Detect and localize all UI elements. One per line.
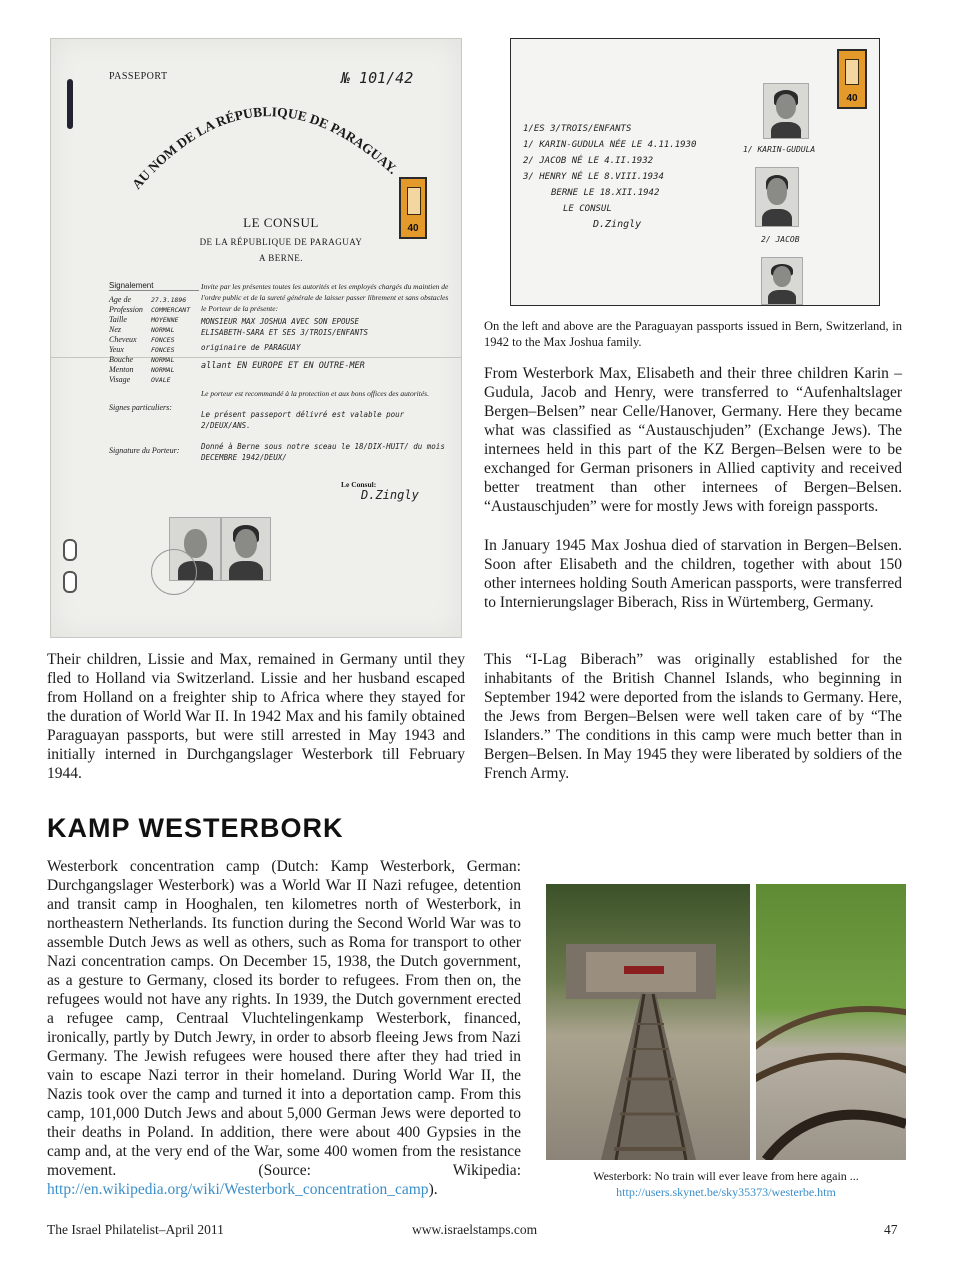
signalement-field: Age de xyxy=(109,295,131,304)
children-line: BERNE LE 18.XII.1942 xyxy=(551,188,660,198)
children-line: LE CONSUL xyxy=(563,204,612,214)
signalement-value: NORMAL xyxy=(151,356,175,364)
fiscal-stamp xyxy=(399,177,427,239)
signalement-value: COMMERCANT xyxy=(151,306,191,314)
passport-number: № 101/42 xyxy=(341,69,414,87)
signalement-table xyxy=(109,281,199,455)
passport-left-image xyxy=(50,38,462,638)
passport-intro: Invite par les présentes toutes les autorités et les employés chargés du maintien de l'ordre public et de la sureté générale de laisser passer librement et sans obstacles le Porteur de la présente: xyxy=(201,282,449,313)
signalement-value: FONCES xyxy=(151,346,175,354)
photo-caption-jacob: 2/ JACOB xyxy=(761,235,800,244)
photo-elisabeth xyxy=(221,517,271,581)
validity-line: Le présent passeport délivré est valable pour 2/DEUX/ANS. xyxy=(201,410,405,430)
consul-republic: DE LA RÉPUBLIQUE DE PARAGUAY xyxy=(199,237,363,247)
consul-title: LE CONSUL xyxy=(243,215,319,230)
photo-caption xyxy=(546,1168,906,1200)
republic-title: AU NOM DE LA RÉPUBLIQUE DE PARAGUAY. xyxy=(129,104,401,192)
section-body-text: Westerbork concentration camp (Dutch: Kamp Westerbork, German: Durchgangslager Westerbork) was a World War II Nazi refugee, detention and transit camp in Hooghalen, ten kilometres north of Westerbork, in northeastern Netherlands. Its function during the Second World War was to assemble Dutch Jews as well as others, such as Roma for transport to other Nazi concentration camps. On December 15, 1938, the Dutch government, as a gesture to Germany, closed its border to refugees. From then on, the refugees would not have any rights. In 1939, the Dutch government erected a refugee camp, Centraal Vluchtelingenkamp Westerbork, financed, ironically, partly by Dutch Jewry, in order to absorb fleeing Jews from Nazi Germany. The Jewish refugees were housed there after they had tried in vain to escape Nazi terror in their homeland. During World War II, the Nazis took over the camp and turned it into a deportation camp. From this camp, 101,000 Dutch Jews and about 5,000 German Jews were deported to their deaths in Poland. In addition, there were about 400 Gypsies in the camp and, at the very end of the War, some 400 women from the resistance movement. (Source: Wikipedia: xyxy=(47,858,521,1179)
voyage-line: allant EN EUROPE ET EN OUTRE-MER xyxy=(201,361,365,371)
consul-block xyxy=(181,215,381,263)
fiscal-stamp xyxy=(837,49,867,109)
signalement-value: NORMAL xyxy=(151,366,175,374)
bent-rails-illustration xyxy=(756,884,906,1160)
children-line: 1/ES 3/TROIS/ENFANTS xyxy=(523,124,632,134)
consul-signature: D.Zingly xyxy=(361,488,419,502)
footer-website: www.israelstamps.com xyxy=(412,1222,538,1237)
issued-line: Donné à Berne sous notre sceau le 18/DIX-HUIT/ du mois DECEMBRE 1942/DEUX/ xyxy=(201,442,445,462)
punch-hole-icon xyxy=(63,539,77,561)
photo-caption-text: Westerbork: No train will ever leave from here again ... xyxy=(593,1169,859,1183)
westerbork-photos xyxy=(546,884,906,1160)
footer-publication: The Israel Philatelist–April 2011 xyxy=(47,1222,224,1237)
signalement-value: OVALE xyxy=(151,376,171,384)
photo-jacob xyxy=(755,167,799,227)
republic-title-arc xyxy=(123,75,413,205)
passport-right-image xyxy=(510,38,880,306)
consul-signature: D.Zingly xyxy=(593,219,642,230)
signalement-value: FONCES xyxy=(151,336,175,344)
right-col-paragraph-1: From Westerbork Max, Elisabeth and their three children Karin – Gudula, Jacob and Henry, were transferred to “Aufenhaltslager Bergen–Belsen” near Celle/Hanover, Germany. Here they became what was classified as “Austauschjuden” (Exchange Jews). The internees held in this part of the KZ Bergen–Belsen were to be exchanged for German prisoners in Allied captivity and received better treatment than other internees of Bergen–Belsen. “Austauschjuden” were for mostly Jews with foreign passports. xyxy=(484,365,902,515)
svg-text:AU NOM DE LA RÉPUBLIQUE DE PAR xyxy=(129,104,400,192)
photo-source-link[interactable]: http://users.skynet.be/sky35373/westerbe.htm xyxy=(616,1185,836,1199)
signalement-field: Profession xyxy=(109,305,143,314)
bent-rails-photo xyxy=(756,884,906,1160)
signalement-value: NORMAL xyxy=(151,326,175,334)
consul-label: Le Consul: xyxy=(341,480,377,489)
official-seal xyxy=(151,549,197,595)
signalement-field: Cheveux xyxy=(109,335,137,344)
children-entries xyxy=(523,121,753,233)
children-line: 3/ HENRY NÉ LE 8.VIII.1934 xyxy=(523,172,664,182)
holder-line-1: MONSIEUR MAX JOSHUA AVEC SON EPOUSE xyxy=(201,317,360,326)
signalement-field: Visage xyxy=(109,375,131,384)
children-line: 1/ KARIN-GUDULA NÉE LE 4.11.1930 xyxy=(523,140,697,150)
marks-label: Signes particuliers: xyxy=(109,403,172,412)
punch-hole-icon xyxy=(63,571,77,593)
signalement-value: MOYENNE xyxy=(151,316,179,324)
passport-body xyxy=(201,281,451,501)
signalement-field: Yeux xyxy=(109,345,124,354)
signalement-field: Taille xyxy=(109,315,127,324)
photo-henry xyxy=(761,257,803,305)
recommend-line: Le porteur est recommandé à la protection et aux bons offices des autorités. xyxy=(201,389,429,398)
children-line: 2/ JACOB NÉ LE 4.II.1932 xyxy=(523,156,654,166)
signalement-field: Bouche xyxy=(109,355,133,364)
origin-line: originaire de PARAGUAY xyxy=(201,343,301,352)
holder-signature-label: Signature du Porteur: xyxy=(109,446,180,455)
passport-label: PASSEPORT xyxy=(109,71,168,82)
wikipedia-source-link[interactable]: http://en.wikipedia.org/wiki/Westerbork_concentration_camp xyxy=(47,1181,429,1198)
consul-city: A BERNE. xyxy=(258,253,303,263)
photo-caption-karin: 1/ KARIN-GUDULA xyxy=(743,145,816,154)
passports-caption: On the left and above are the Paraguayan passports issued in Bern, Switzerland, in 1942 to the Max Joshua family. xyxy=(484,319,902,349)
section-heading: KAMP WESTERBORK xyxy=(47,813,344,843)
signalement-label: Signalement xyxy=(109,281,199,291)
stamp-value: 40 xyxy=(846,93,858,104)
left-col-paragraph-1: Their children, Lissie and Max, remained in Germany until they fled to Holland via Switzerland. Lissie and her husband escaped from Holland on a freighter ship to Africa where they stayed for the duration of World War II. In 1942 Max and his family obtained Paraguayan passports, but were still arrested in May 1943 and initially interned in Durchgangslager Westerbork till February 1944. xyxy=(47,651,465,782)
section-body xyxy=(47,857,521,1199)
right-col-paragraph-3: This “I-Lag Biberach” was originally established for the inhabitants of the British Channel Islands, who beginning in September 1942 were deported from the islands to Germany. Here, the Jews from Bergen–Belsen were well taken care of by “The Islanders.” The conditions in this camp were much better than in Bergen–Belsen. In May 1945 they were liberated by soldiers of the French Army. xyxy=(484,651,902,782)
signalement-field: Nez xyxy=(109,325,121,334)
stamp-value: 40 xyxy=(407,223,419,234)
signalement-field: Menton xyxy=(109,365,134,374)
paper-clip-icon xyxy=(67,79,73,129)
holder-line-2: ELISABETH-SARA ET SES 3/TROIS/ENFANTS xyxy=(201,328,369,337)
photo-karin xyxy=(763,83,809,139)
section-body-end: ). xyxy=(428,1181,438,1198)
signalement-value: 27.3.1896 xyxy=(151,296,187,304)
railway-memorial-photo xyxy=(546,884,750,1160)
railway-tracks-illustration xyxy=(546,884,750,1160)
footer-page-number: 47 xyxy=(884,1222,898,1237)
right-col-paragraph-2: In January 1945 Max Joshua died of starvation in Bergen–Belsen. Soon after Elisabeth and the children, together with about 150 other internees holding South American passports, were transferred to Internierungslager Biberach, Riss in Würtemberg, Germany. xyxy=(484,537,902,611)
